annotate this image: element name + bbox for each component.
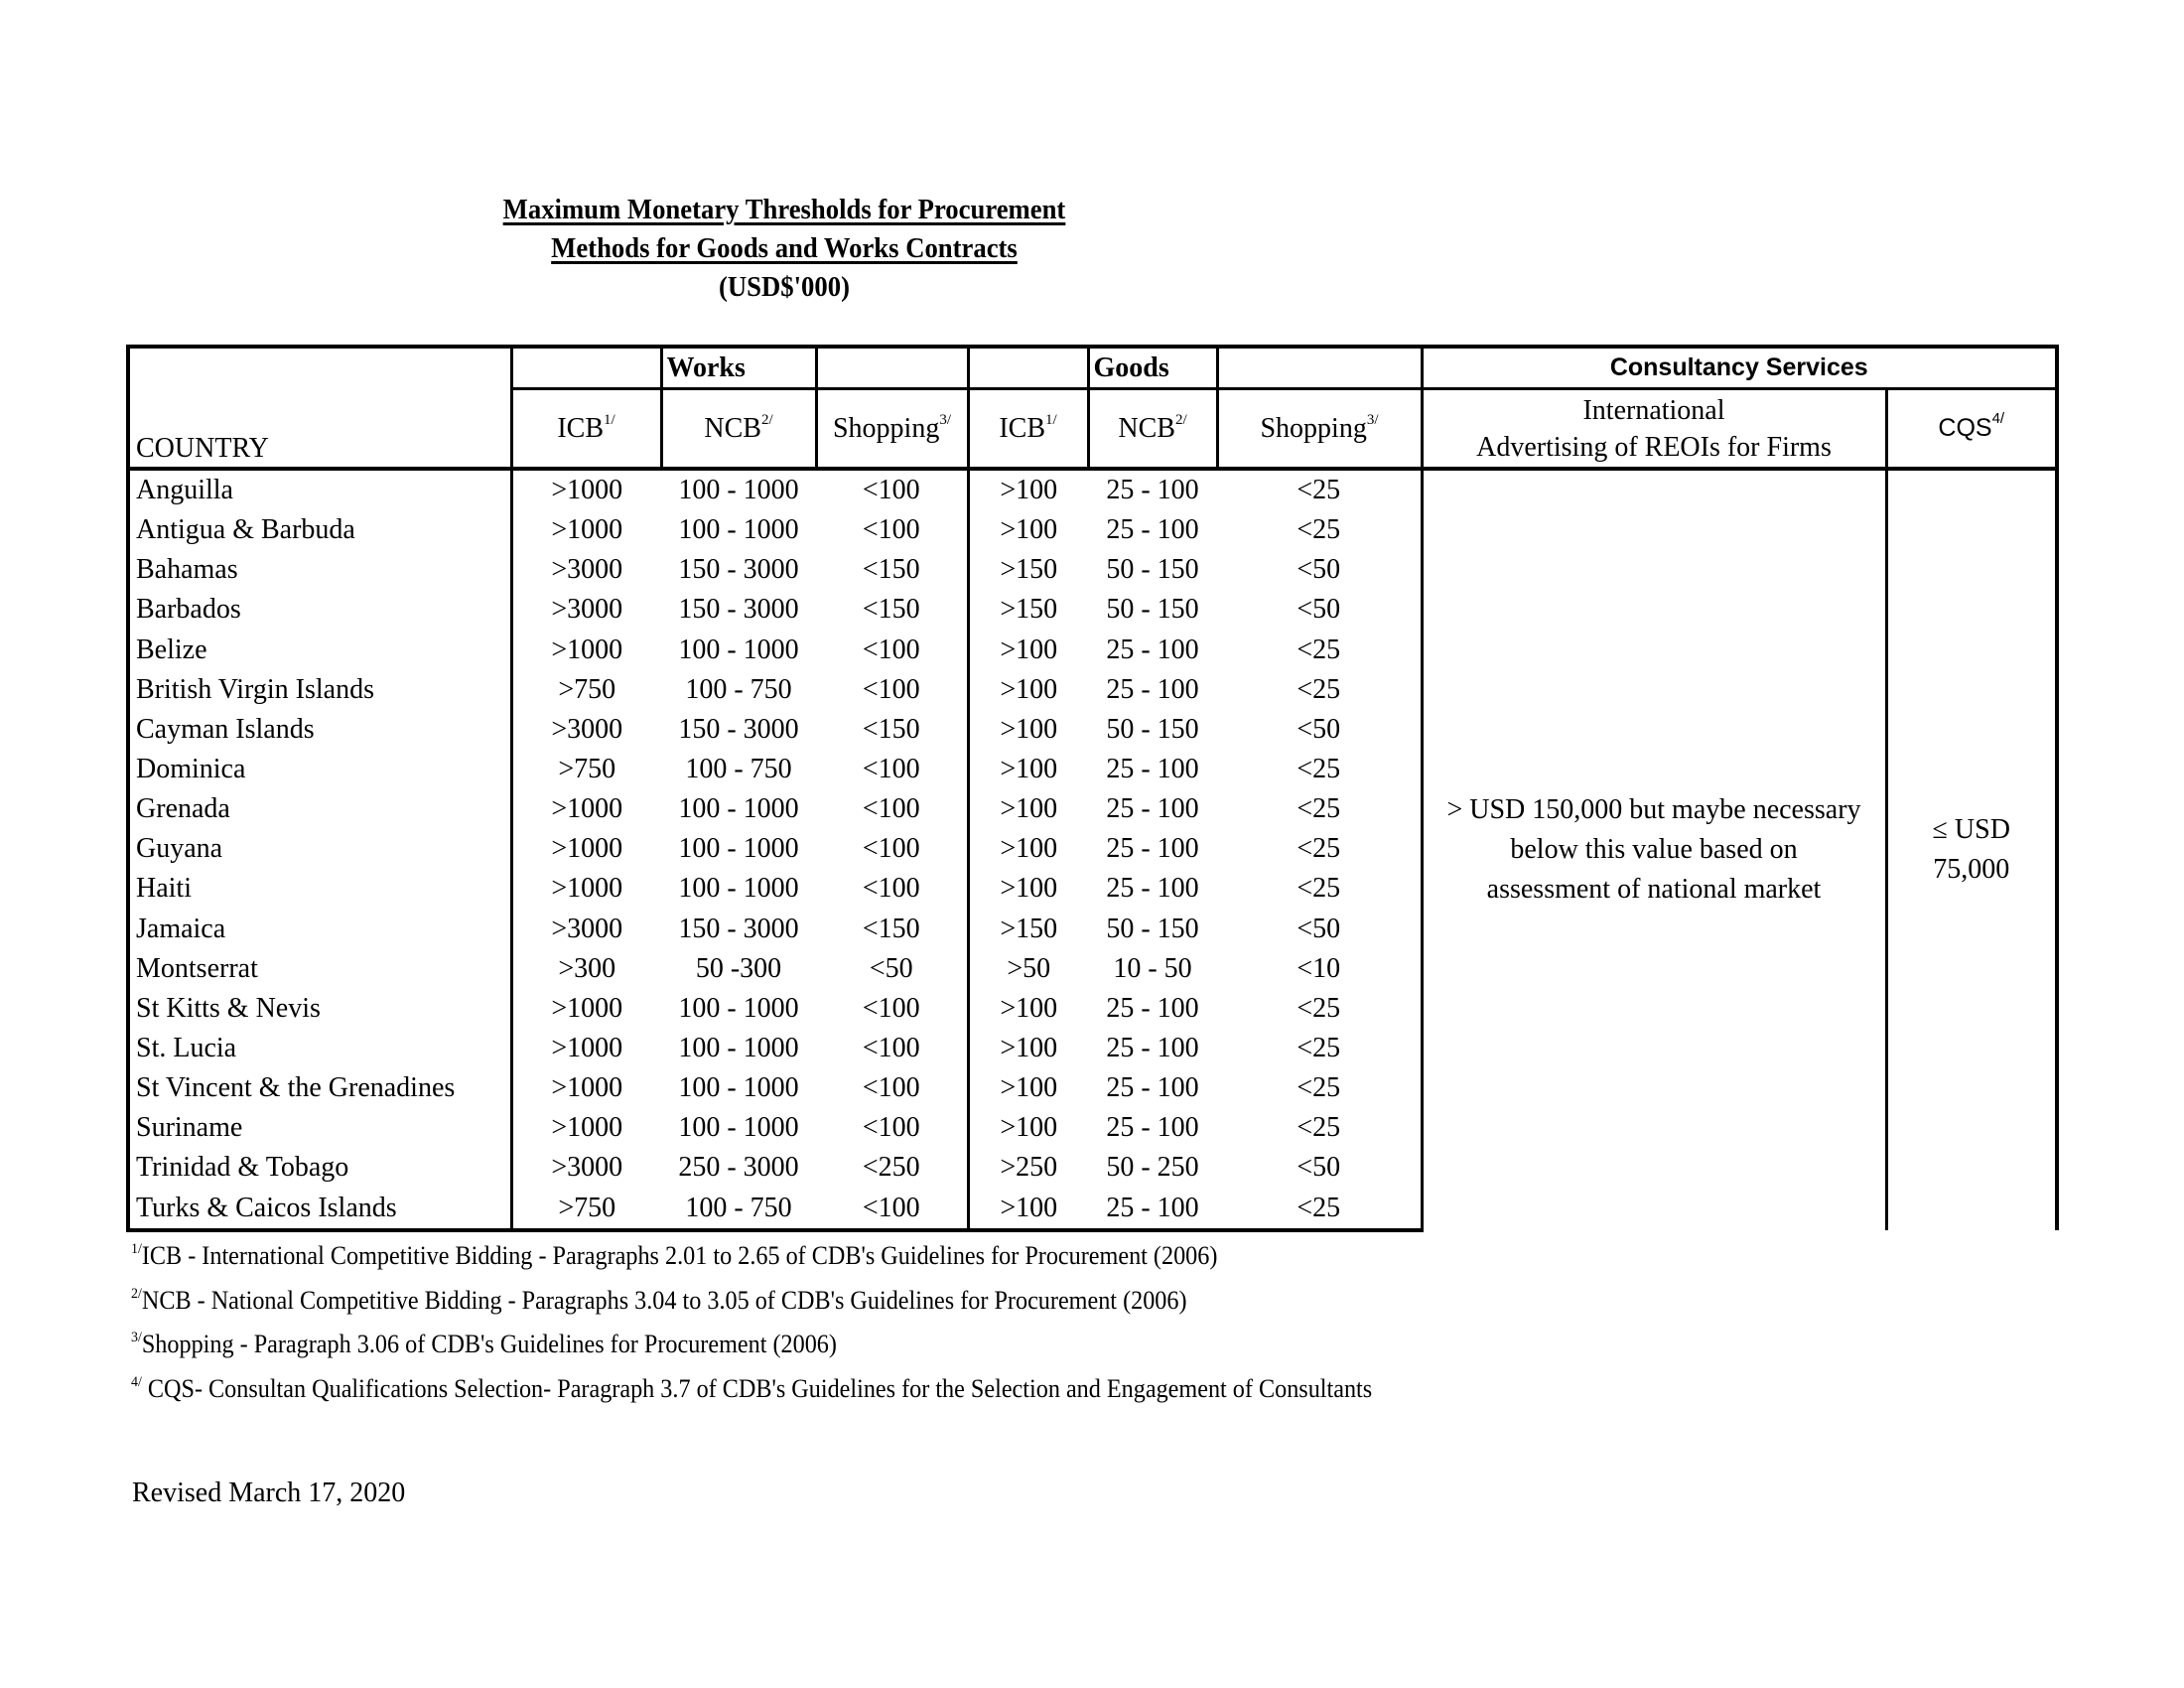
cell-goods-shopping: <25: [1217, 1029, 1422, 1068]
footnotes: [131, 1234, 2017, 1411]
cell-works-icb: >1000: [551, 1072, 623, 1104]
table-body: [128, 469, 2057, 1230]
cell-works-ncb: 100 - 1000: [678, 992, 799, 1024]
table-row: [128, 469, 2057, 510]
cell-goods-ncb: 25 - 100: [1106, 1072, 1199, 1104]
cell-works-ncb: 100 - 750: [685, 754, 792, 785]
cell-goods-icb: >100: [1000, 514, 1058, 546]
cell-goods-icb: >100: [1000, 833, 1058, 865]
cell-works-ncb: 100 - 1000: [678, 833, 799, 865]
cell-works-shopping: <100: [816, 469, 968, 510]
cell-works-shopping: <100: [816, 789, 968, 829]
cell-goods-icb: >100: [1000, 754, 1058, 785]
cell-goods-icb: >100: [1000, 793, 1058, 825]
cell-works-icb: >3000: [551, 913, 623, 944]
cell-country: Jamaica: [128, 910, 511, 949]
title-line-2: Methods for Goods and Works Contracts: [551, 232, 1018, 264]
cell-goods-icb: >100: [1000, 1072, 1058, 1104]
cell-country: Suriname: [128, 1108, 511, 1148]
cell-goods-icb: >150: [1000, 594, 1058, 626]
footnote-3: $^{3/}$Shopping - Paragraph 3.06 of CDB's Guidelines for Procurement (2006): [131, 1330, 837, 1358]
cell-country: Cayman Islands: [128, 710, 511, 750]
cell-country: Dominica: [128, 750, 511, 789]
document-title: [397, 191, 1171, 307]
cell-goods-ncb: 25 - 100: [1106, 754, 1199, 785]
cell-goods-ncb: 50 - 150: [1106, 713, 1199, 745]
cell-works-shopping: <150: [816, 550, 968, 590]
cell-goods-shopping: <50: [1217, 590, 1422, 630]
cell-works-ncb: 50 -300: [695, 952, 782, 984]
cell-goods-shopping: <25: [1217, 469, 1422, 510]
column-header-cqs: $CQS^{4/}$: [1886, 389, 2057, 470]
cell-goods-ncb: 50 - 250: [1106, 1152, 1199, 1184]
cell-goods-shopping: <25: [1217, 750, 1422, 789]
cell-country: Trinidad & Tobago: [128, 1148, 511, 1188]
revision-date: Revised March 17, 2020: [132, 1477, 406, 1508]
thresholds-table: [126, 345, 2059, 1232]
cell-country: Belize: [128, 631, 511, 670]
cell-works-shopping: <100: [816, 1108, 968, 1148]
cell-works-ncb: 150 - 3000: [678, 554, 799, 586]
cell-works-ncb: 150 - 3000: [678, 594, 799, 626]
cell-works-icb: >750: [558, 754, 616, 785]
cell-works-shopping: <100: [816, 510, 968, 550]
column-header-goods-icb: $ICB^{1/}$: [968, 389, 1088, 470]
cell-goods-shopping: <50: [1217, 710, 1422, 750]
cell-works-icb: >1000: [551, 1112, 623, 1144]
cell-works-icb: >750: [511, 1189, 661, 1230]
cell-goods-icb: >100: [968, 1189, 1088, 1230]
cell-country: Montserrat: [128, 949, 511, 989]
cell-works-shopping: <100: [816, 829, 968, 869]
cell-works-ncb: 100 - 1000: [678, 1072, 799, 1104]
cell-works-shopping: <100: [816, 869, 968, 909]
cell-goods-ncb: 25 - 100: [1106, 992, 1199, 1024]
cell-goods-shopping: <25: [1217, 1068, 1422, 1108]
header-blank: [511, 347, 661, 389]
cell-country: Bahamas: [128, 550, 511, 590]
column-header-works-ncb: $NCB^{2/}$: [661, 389, 816, 470]
cell-goods-ncb: 10 - 50: [1113, 952, 1192, 984]
cell-works-shopping: <100: [816, 1189, 968, 1230]
cell-country: Anguilla: [128, 469, 511, 510]
cell-goods-icb: >100: [1000, 1033, 1058, 1064]
cell-goods-ncb: 25 - 100: [1106, 633, 1199, 665]
cell-country: Barbados: [128, 590, 511, 630]
cell-works-icb: >3000: [551, 554, 623, 586]
cell-works-icb: >1000: [551, 514, 623, 546]
cell-goods-ncb: 25 - 100: [1088, 1189, 1217, 1230]
cell-works-icb: >1000: [551, 833, 623, 865]
cell-goods-ncb: 25 - 100: [1106, 514, 1199, 546]
cell-goods-ncb: 25 - 100: [1106, 1033, 1199, 1064]
cell-goods-shopping: <50: [1217, 910, 1422, 949]
cell-works-ncb: 100 - 750: [661, 1189, 816, 1230]
cell-works-shopping: <100: [816, 1068, 968, 1108]
cell-goods-shopping: <25: [1217, 670, 1422, 710]
cell-works-icb: >1000: [551, 992, 623, 1024]
cell-goods-shopping: <25: [1217, 510, 1422, 550]
cell-goods-shopping: <25: [1217, 631, 1422, 670]
cell-goods-icb: >100: [1000, 673, 1058, 705]
cell-works-ncb: 100 - 1000: [678, 793, 799, 825]
cell-country: St. Lucia: [128, 1029, 511, 1068]
header-blank: [816, 347, 968, 389]
cell-country: Guyana: [128, 829, 511, 869]
cell-works-ncb: 100 - 1000: [678, 475, 799, 506]
cell-goods-shopping: <10: [1217, 949, 1422, 989]
cell-works-shopping: <150: [816, 910, 968, 949]
cell-goods-ncb: 50 - 150: [1106, 554, 1199, 586]
cell-works-icb: >3000: [551, 713, 623, 745]
footnote-4: $^{4/}$ CQS- Consultan Qualifications Selection- Paragraph 3.7 of CDB's Guidelines for the Selection and Engagement of Consultants: [131, 1373, 1373, 1403]
column-header-country: COUNTRY: [128, 347, 511, 469]
cell-works-icb: >1000: [551, 873, 623, 905]
cell-goods-ncb: 50 - 150: [1106, 913, 1199, 944]
cell-goods-icb: >100: [1000, 873, 1058, 905]
cell-goods-ncb: 50 - 150: [1106, 594, 1199, 626]
cell-goods-icb: >150: [1000, 554, 1058, 586]
cell-goods-icb: >250: [1000, 1152, 1058, 1184]
cell-works-shopping: <250: [816, 1148, 968, 1188]
cell-goods-shopping: <50: [1217, 1148, 1422, 1188]
cell-works-ncb: 250 - 3000: [678, 1152, 799, 1184]
cell-works-shopping: <100: [816, 750, 968, 789]
cell-goods-shopping: <25: [1217, 869, 1422, 909]
cell-goods-ncb: 25 - 100: [1106, 1112, 1199, 1144]
cell-goods-shopping: <25: [1217, 789, 1422, 829]
cell-works-ncb: 100 - 1000: [678, 873, 799, 905]
cell-works-shopping: <100: [816, 1029, 968, 1068]
cell-country: St Vincent & the Grenadines: [128, 1068, 511, 1108]
cell-goods-icb: >100: [1000, 992, 1058, 1024]
cell-works-icb: >3000: [551, 594, 623, 626]
cell-country: British Virgin Islands: [128, 670, 511, 710]
cell-works-ncb: 150 - 3000: [678, 913, 799, 944]
column-header-goods-ncb: $NCB^{2/}$: [1088, 389, 1217, 470]
cell-goods-ncb: 25 - 100: [1106, 475, 1199, 506]
cell-country: Haiti: [128, 869, 511, 909]
cell-country: Antigua & Barbuda: [128, 510, 511, 550]
cell-goods-shopping: <50: [1217, 550, 1422, 590]
cell-works-ncb: 100 - 750: [685, 673, 792, 705]
cell-works-ncb: 100 - 1000: [678, 514, 799, 546]
column-header-intl-advertising: International Advertising of REOIs for Firms: [1422, 389, 1886, 470]
cell-works-shopping: <100: [816, 989, 968, 1029]
cell-works-icb: >1000: [551, 475, 623, 506]
cell-works-icb: >1000: [551, 633, 623, 665]
cell-works-shopping: <50: [816, 949, 968, 989]
title-line-1: Maximum Monetary Thresholds for Procurement: [502, 194, 1066, 225]
cell-goods-shopping: <25: [1217, 1108, 1422, 1148]
cell-goods-icb: >100: [1000, 1112, 1058, 1144]
header-blank: [968, 347, 1088, 389]
cell-works-icb: >300: [558, 952, 616, 984]
cell-goods-shopping: <25: [1217, 1189, 1422, 1230]
cell-cqs-threshold: ≤ USD 75,000: [1886, 469, 2057, 1230]
cell-goods-icb: >150: [1000, 913, 1058, 944]
cell-works-ncb: 100 - 1000: [678, 1033, 799, 1064]
cell-goods-shopping: <25: [1217, 989, 1422, 1029]
header-blank: [1217, 347, 1422, 389]
cell-intl-advertising-threshold: > USD 150,000 but maybe necessary below this value based on assessment of national market: [1422, 469, 1886, 1230]
cell-goods-ncb: 25 - 100: [1106, 793, 1199, 825]
cell-works-icb: >1000: [551, 1033, 623, 1064]
cell-works-shopping: <100: [816, 670, 968, 710]
cell-works-icb: >1000: [551, 793, 623, 825]
cell-works-icb: >750: [558, 673, 616, 705]
cell-country: Grenada: [128, 789, 511, 829]
cell-works-shopping: <150: [816, 710, 968, 750]
cell-country: Turks & Caicos Islands: [128, 1189, 511, 1230]
group-header-works: Works: [661, 347, 816, 389]
cell-works-ncb: 150 - 3000: [678, 713, 799, 745]
column-header-works-shopping: Shopping$^{3/}$: [816, 389, 968, 470]
column-header-goods-shopping: Shopping$^{3/}$: [1217, 389, 1422, 470]
cell-works-shopping: <150: [816, 590, 968, 630]
cell-goods-ncb: 25 - 100: [1106, 833, 1199, 865]
cell-goods-shopping: <25: [1217, 829, 1422, 869]
cell-goods-ncb: 25 - 100: [1106, 873, 1199, 905]
cell-country: St Kitts & Nevis: [128, 989, 511, 1029]
group-header-consultancy: Consultancy Services: [1422, 347, 2057, 389]
cell-goods-icb: >50: [1007, 952, 1051, 984]
column-header-works-icb: $ICB^{1/}$: [511, 389, 661, 470]
footnote-2: $^{2/}$NCB - National Competitive Bidding - Paragraphs 3.04 to 3.05 of CDB's Guidelines for Procurement (2006): [131, 1285, 1187, 1315]
cell-works-shopping: <100: [816, 631, 968, 670]
cell-works-icb: >3000: [551, 1152, 623, 1184]
cell-goods-icb: >100: [1000, 713, 1058, 745]
cell-works-ncb: 100 - 1000: [678, 1112, 799, 1144]
cell-goods-icb: >100: [1000, 475, 1058, 506]
cell-goods-ncb: 25 - 100: [1106, 673, 1199, 705]
title-units: (USD$'000): [719, 271, 850, 303]
cell-works-ncb: 100 - 1000: [678, 633, 799, 665]
cell-goods-icb: >100: [1000, 633, 1058, 665]
header-group-row: [128, 347, 2057, 389]
group-header-goods: Goods: [1088, 347, 1217, 389]
footnote-1: $^{1/}$ICB - International Competitive Bidding - Paragraphs 2.01 to 2.65 of CDB's Guidelines for Procurement (2006): [131, 1241, 1218, 1270]
